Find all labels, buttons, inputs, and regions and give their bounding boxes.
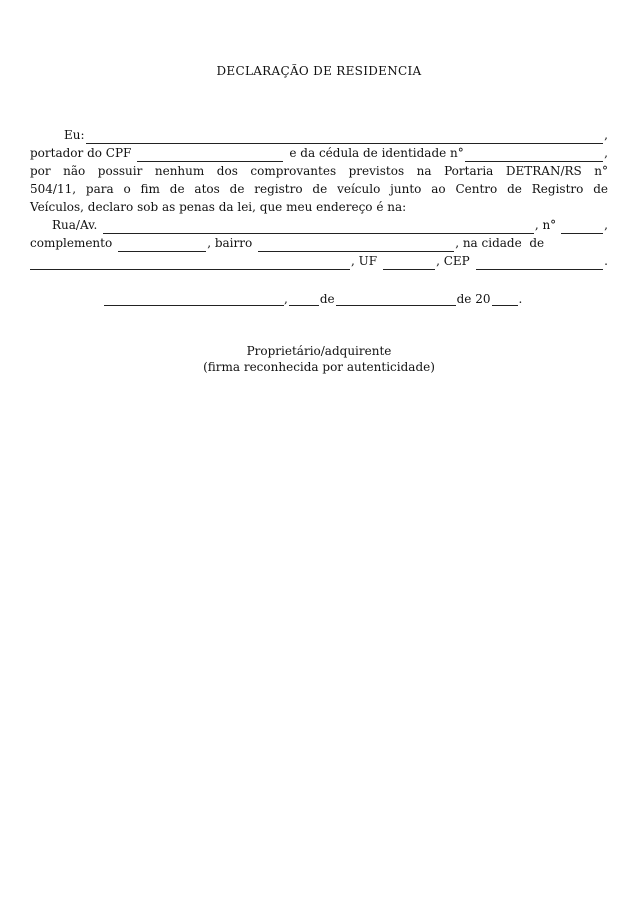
uf-label: , UF xyxy=(351,254,378,268)
comma: , xyxy=(604,218,608,232)
day-blank[interactable] xyxy=(289,291,319,306)
line-cpf xyxy=(30,144,608,162)
cep-label: , CEP xyxy=(436,254,470,268)
identidade-label: e da cédula de identidade n° xyxy=(289,146,464,160)
year-blank[interactable] xyxy=(492,291,518,306)
date-comma: , xyxy=(284,292,288,306)
line-portaria: por não possuir nenhum dos comprovantes previstos na Portaria DETRAN/RS n° xyxy=(30,164,608,178)
identidade-blank[interactable] xyxy=(465,147,603,162)
period: . xyxy=(518,292,523,306)
uf-blank[interactable] xyxy=(383,255,435,270)
line-registro: 504/11, para o fim de atos de registro de veículo junto ao Centro de Registro de xyxy=(30,182,608,196)
eu-label: Eu: xyxy=(64,128,85,142)
cidade-blank[interactable] xyxy=(30,255,350,270)
line-name xyxy=(30,126,608,144)
rua-label: Rua/Av. xyxy=(52,218,98,232)
period: . xyxy=(604,254,608,268)
numero-blank[interactable] xyxy=(561,219,603,234)
comma: , xyxy=(604,146,608,160)
document-title: DECLARAÇÃO DE RESIDENCIA xyxy=(216,64,422,78)
name-blank[interactable] xyxy=(86,129,604,144)
signature-note: (firma reconhecida por autenticidade) xyxy=(203,360,435,374)
line-cidade-uf-cep xyxy=(30,252,608,270)
cpf-blank[interactable] xyxy=(137,147,283,162)
complemento-label: complemento xyxy=(30,236,113,250)
place-blank[interactable] xyxy=(104,291,284,306)
declaration-body xyxy=(30,126,608,270)
numero-label: , n° xyxy=(534,218,557,232)
date-place-line xyxy=(104,288,522,306)
line-complemento xyxy=(30,234,608,252)
rua-blank[interactable] xyxy=(103,219,534,234)
date-de-1: de xyxy=(319,292,335,306)
signature-role: Proprietário/adquirente xyxy=(246,344,392,358)
date-de-2: de 20 xyxy=(456,292,491,306)
bairro-label: , bairro xyxy=(207,236,253,250)
month-blank[interactable] xyxy=(336,291,456,306)
bairro-blank[interactable] xyxy=(258,237,454,252)
portador-label: portador do CPF xyxy=(30,146,132,160)
complemento-blank[interactable] xyxy=(118,237,206,252)
comma: , xyxy=(604,128,608,142)
cidade-label: , na cidade de xyxy=(455,236,545,250)
line-declaro xyxy=(30,198,608,216)
declaro-text: Veículos, declaro sob as penas da lei, que meu endereço é na: xyxy=(30,200,407,214)
cep-blank[interactable] xyxy=(476,255,603,270)
line-rua xyxy=(30,216,608,234)
